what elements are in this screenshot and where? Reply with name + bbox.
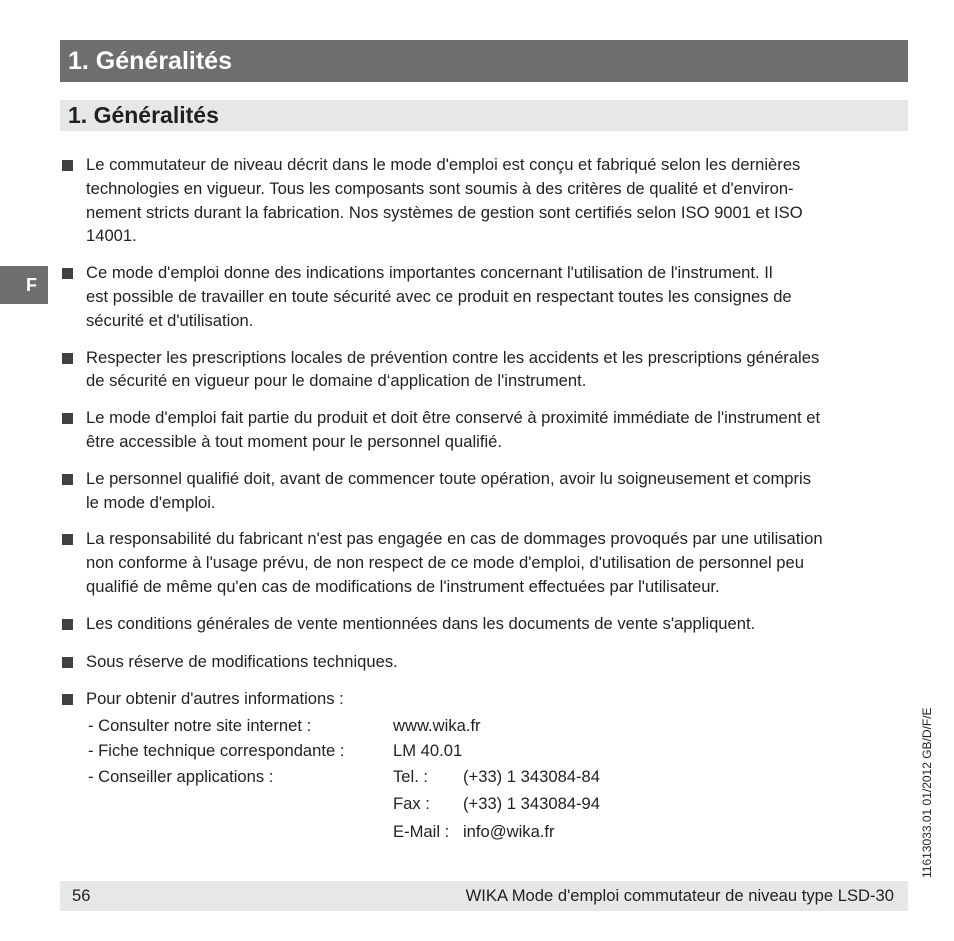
square-bullet-icon [62, 160, 73, 171]
datasheet-label: - Fiche technique correspondante : [88, 741, 345, 760]
bullet-line: La responsabilité du fabricant n'est pas engagée en cas de dommages provoqués par une utilisation [86, 529, 823, 549]
section-header [60, 100, 908, 131]
website-label: - Consulter notre site internet : [88, 716, 312, 735]
bullet-item [60, 467, 920, 515]
square-bullet-icon [62, 268, 73, 279]
bullet-line: qualifié de même qu'en cas de modifications de l'instrument effectuées par l'utilisateur. [86, 576, 720, 596]
bullet-line: Les conditions générales de vente mentionnées dans les documents de vente s'appliquent. [86, 613, 756, 633]
bullet-line: sécurité et d'utilisation. [86, 310, 254, 330]
tel-label: Tel. : [393, 767, 429, 786]
page-footer [60, 881, 908, 911]
bullet-item [60, 346, 920, 394]
website-value: www.wika.fr [393, 716, 481, 735]
bullet-item [60, 687, 920, 711]
bullet-line: Le mode d'emploi fait partie du produit et doit être conservé à proximité immédiate de l'instrument et [86, 408, 821, 428]
datasheet-value: LM 40.01 [393, 741, 463, 760]
square-bullet-icon [62, 534, 73, 545]
fax-value: (+33) 1 343084-94 [463, 794, 601, 813]
footer-title: WIKA Mode d'emploi commutateur de niveau type LSD-30 [465, 886, 894, 905]
page-number: 56 [72, 886, 91, 905]
bullet-item [60, 406, 920, 454]
bullet-line: Le commutateur de niveau décrit dans le mode d'emploi est conçu et fabriqué selon les dernières [86, 155, 801, 174]
email-value: info@wika.fr [463, 822, 555, 841]
email-label: E-Mail : [393, 822, 450, 841]
bullet-line: Sous réserve de modifications techniques. [86, 651, 398, 671]
bullet-line: être accessible à tout moment pour le personnel qualifié. [86, 431, 503, 451]
chapter-header [60, 40, 908, 82]
bullet-line: est possible de travailler en toute sécurité avec ce produit en respectant toutes les consignes de [86, 286, 792, 306]
square-bullet-icon [62, 619, 73, 630]
square-bullet-icon [62, 353, 73, 364]
bullet-line: technologies en vigueur. Tous les composants sont soumis à des critères de qualité et d'environ- [86, 178, 794, 198]
section-title: 1. Généralités [68, 102, 219, 128]
bullet-item [60, 650, 920, 674]
bullet-line: nement stricts durant la fabrication. Nos systèmes de gestion sont certifiés selon ISO 9001 et ISO [86, 202, 803, 222]
square-bullet-icon [62, 694, 73, 705]
language-tab: F [0, 266, 48, 304]
fax-label: Fax : [393, 794, 430, 813]
tel-value: (+33) 1 343084-84 [463, 767, 601, 786]
square-bullet-icon [62, 413, 73, 424]
bullet-item [60, 261, 920, 332]
square-bullet-icon [62, 657, 73, 668]
bullet-list [60, 153, 920, 711]
applications-label: - Conseiller applications : [88, 767, 274, 786]
document-code: 11613033.01 01/2012 GB/D/F/E [920, 707, 934, 878]
bullet-item [60, 153, 920, 248]
square-bullet-icon [62, 474, 73, 485]
bullet-item [60, 527, 920, 598]
bullet-line: Le personnel qualifié doit, avant de commencer toute opération, avoir lu soigneusement et compris [86, 468, 812, 488]
bullet-line: non conforme à l'usage prévu, de non respect de ce mode d'emploi, d'utilisation de personnel peu [86, 553, 804, 573]
bullet-line: de sécurité en vigueur pour le domaine d‘application de l'instrument. [86, 371, 587, 391]
bullet-line: le mode d'emploi. [86, 492, 216, 512]
bullet-line: Ce mode d'emploi donne des indications importantes concernant l'utilisation de l'instrument. Il [86, 263, 773, 283]
bullet-line: Pour obtenir d'autres informations : [86, 689, 344, 709]
bullet-line: Respecter les prescriptions locales de prévention contre les accidents et les prescriptions générales [86, 347, 820, 367]
chapter-title: 1. Généralités [68, 47, 232, 75]
bullet-item [60, 612, 920, 636]
bullet-line: 14001. [86, 226, 137, 246]
